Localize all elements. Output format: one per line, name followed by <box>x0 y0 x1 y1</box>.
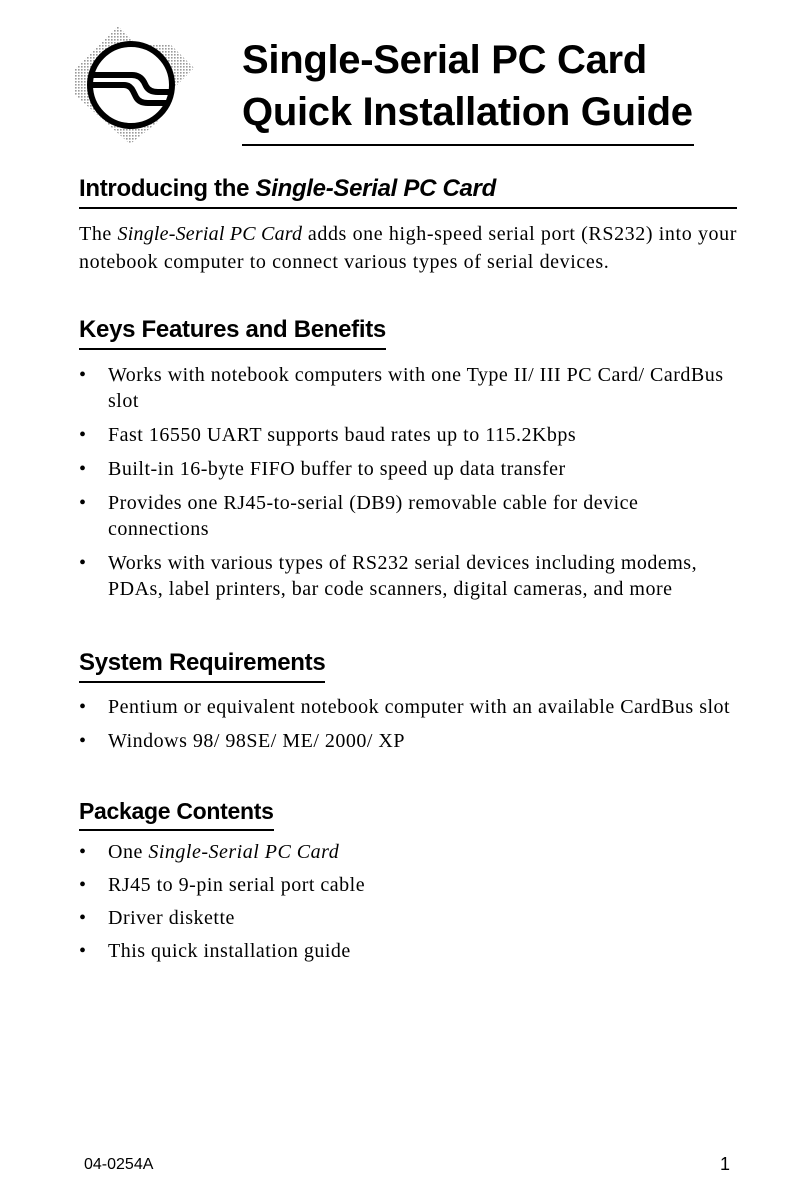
system-requirements-list <box>79 694 739 762</box>
package-contents-list <box>79 839 739 971</box>
list-item: • Provides one RJ45-to-serial (DB9) removable cable for device connections <box>79 490 739 542</box>
package-item-prefix: One <box>108 841 149 863</box>
features-list <box>79 362 739 610</box>
list-item: • Driver diskette <box>79 905 739 931</box>
title-line-1: Single-Serial PC Card <box>242 38 647 82</box>
intro-body-product: Single-Serial PC Card <box>117 223 303 245</box>
features-heading: Keys Features and Benefits <box>79 315 386 350</box>
intro-body-prefix: The <box>79 223 118 245</box>
intro-paragraph <box>79 220 737 276</box>
system-requirements-heading: System Requirements <box>79 648 325 683</box>
list-item: • Pentium or equivalent notebook computer with an available CardBus slot <box>79 694 739 720</box>
intro-heading-prefix: Introducing the <box>79 175 256 202</box>
list-item <box>79 839 739 865</box>
package-contents-heading: Package Contents <box>79 796 274 831</box>
list-item: • Works with various types of RS232 serial devices including modems, PDAs, label printers, bar code scanners, digital cameras, and more <box>79 550 739 602</box>
list-item: • This quick installation guide <box>79 938 739 964</box>
document-number: 04-0254A <box>84 1156 154 1173</box>
page-title <box>242 34 694 146</box>
list-item: • Fast 16550 UART supports baud rates up to 115.2Kbps <box>79 422 739 448</box>
title-line-2: Quick Installation Guide <box>242 90 693 134</box>
list-item: • Works with notebook computers with one Type II/ III PC Card/ CardBus slot <box>79 362 739 414</box>
intro-heading <box>79 174 737 209</box>
intro-heading-product: Single-Serial PC Card <box>255 175 496 202</box>
siig-logo-icon <box>66 18 202 148</box>
package-item-product: Single-Serial PC Card <box>148 841 340 863</box>
list-item: • Built-in 16-byte FIFO buffer to speed up data transfer <box>79 456 739 482</box>
list-item: • Windows 98/ 98SE/ ME/ 2000/ XP <box>79 728 739 754</box>
intro-body-rest: adds one high-speed serial port (RS232) into your notebook computer to connect various types of serial devices. <box>79 223 738 273</box>
list-item: • RJ45 to 9-pin serial port cable <box>79 872 739 898</box>
page-number: 1 <box>719 1154 730 1174</box>
